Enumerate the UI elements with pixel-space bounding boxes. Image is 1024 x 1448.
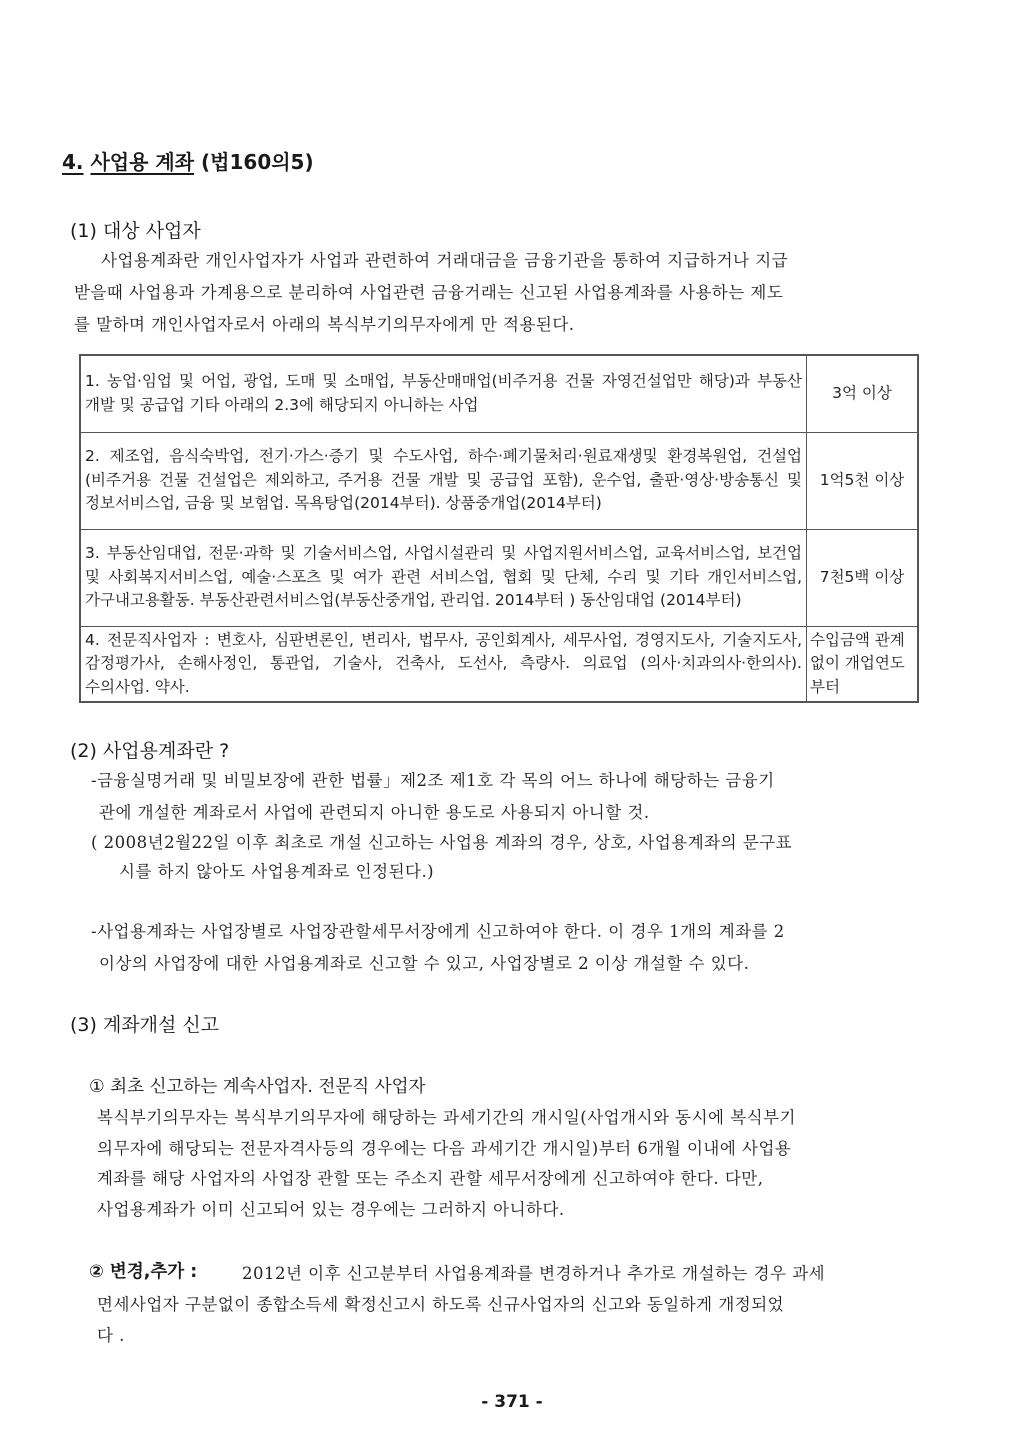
part3-item2-line: 면세사업자 구분없이 종합소득세 확정신고시 하도록 신규사업자의 신고와 동일하게 개정되었 bbox=[97, 1295, 785, 1314]
business-category-cell: 2. 제조업, 음식숙박업, 전기·가스·증기 및 수도사업, 하수·폐기물처리·원료재생및 환경복원업, 건설업(비주거용 건물 건설업은 제외하고, 주거용 건물 개발 및 공급업 포함), 운수업, 출판·영상·방송통신 및 정보서비스업, 금융 및 보험업. 목욕탕업(2014부터). 상품중개업(2014부터) bbox=[80, 432, 807, 529]
part2-heading: (2) 사업용계좌란 ? bbox=[70, 740, 230, 762]
part3-item2-line: 다 . bbox=[97, 1326, 125, 1345]
business-category-cell: 3. 부동산임대업, 전문·과학 및 기술서비스업, 사업시설관리 및 사업지원서비스업, 교육서비스업, 보건업 및 사회복지서비스업, 예술·스포츠 및 여가 관련 서비스업, 협회 및 단체, 수리 및 기타 개인서비스업, 가구내고용활동. 부동산관련서비스업(부동산중개업, 관리업. 2014부터 ) 동산임대업 (2014부터) bbox=[80, 529, 807, 626]
part2-line: 시를 하지 않아도 사업용계좌로 인정된다.) bbox=[119, 862, 435, 881]
part3-item1-line: 계좌를 해당 사업자의 사업장 관할 또는 주소지 관할 세무서장에게 신고하여야 한다. 다만, bbox=[97, 1169, 764, 1188]
part2-line: 관에 개설한 계좌로서 사업에 관련되지 아니한 용도로 사용되지 아니할 것. bbox=[99, 803, 650, 822]
part1-para-line: 받을때 사업용과 가계용으로 분리하여 사업관련 금융거래는 신고된 사업용계좌를 사용하는 제도 bbox=[74, 283, 784, 302]
law-reference: (법160의5) bbox=[201, 150, 314, 174]
part1-para-line: 사업용계좌란 개인사업자가 사업과 관련하여 거래대금을 금융기관을 통하여 지급하거나 지급 bbox=[101, 251, 789, 270]
part1-heading: (1) 대상 사업자 bbox=[70, 220, 201, 242]
section-number: 4. bbox=[62, 150, 84, 174]
business-category-cell: 4. 전문직사업자 : 변호사, 심판변론인, 변리사, 법무사, 공인회계사, 세무사업, 경영지도사, 기술지도사, 감정평가사, 손해사정인, 통관업, 기술사, 건축사, 도선사, 측량사. 의료업 (의사·치과의사·한의사). 수의사업. 약사. bbox=[80, 626, 807, 702]
part3-heading: (3) 계좌개설 신고 bbox=[70, 1014, 220, 1036]
part3-item1-line: 사업용계좌가 이미 신고되어 있는 경우에는 그러하지 아니하다. bbox=[97, 1200, 565, 1219]
section-title: 사업용 계좌 bbox=[90, 150, 195, 174]
table-row bbox=[80, 529, 918, 626]
table-row bbox=[80, 432, 918, 529]
part1-para-line: 를 말하며 개인사업자로서 아래의 복식부기의무자에게 만 적용된다. bbox=[74, 315, 575, 334]
business-threshold-table bbox=[79, 354, 919, 703]
business-category-cell: 1. 농업·임업 및 어업, 광업, 도매 및 소매업, 부동산매매업(비주거용 건물 자영건설업만 해당)과 부동산 개발 및 공급업 기타 아래의 2.3에 해당되지 아니하는 사업 bbox=[80, 355, 807, 432]
part3-item1-line: 복식부기의무자는 복식부기의무자에 해당하는 과세기간의 개시일(사업개시와 동시에 복식부기 bbox=[97, 1108, 796, 1127]
threshold-cell: 1억5천 이상 bbox=[807, 432, 919, 529]
table-row bbox=[80, 355, 918, 432]
part3-item1-title: ① 최초 신고하는 계속사업자. 전문직 사업자 bbox=[89, 1077, 426, 1097]
part2-line: -금융실명거래 및 비밀보장에 관한 법률」제2조 제1호 각 목의 어느 하나에 해당하는 금융기 bbox=[91, 771, 775, 790]
threshold-cell: 3억 이상 bbox=[807, 355, 919, 432]
section-heading bbox=[62, 146, 314, 175]
part2-line: ( 2008년2월22일 이후 최초로 개설 신고하는 사업용 계좌의 경우, 상호, 사업용계좌의 문구표 bbox=[91, 833, 793, 852]
part2-line: -사업용계좌는 사업장별로 사업장관할세무서장에게 신고하여야 한다. 이 경우 1개의 계좌를 2 bbox=[91, 922, 785, 941]
table-row bbox=[80, 626, 918, 702]
page-number: - 371 - bbox=[481, 1392, 543, 1412]
part2-line: 이상의 사업장에 대한 사업용계좌로 신고할 수 있고, 사업장별로 2 이상 개설할 수 있다. bbox=[99, 954, 750, 973]
part3-item2-label: ② 변경,추가 : bbox=[89, 1262, 198, 1282]
threshold-cell: 수입금액 관계없이 개업연도 부터 bbox=[807, 626, 919, 702]
threshold-cell: 7천5백 이상 bbox=[807, 529, 919, 626]
part3-item1-line: 의무자에 해당되는 전문자격사등의 경우에는 다음 과세기간 개시일)부터 6개월 이내에 사업용 bbox=[97, 1139, 792, 1158]
part3-item2-line: 2012년 이후 신고분부터 사업용계좌를 변경하거나 추가로 개설하는 경우 과세 bbox=[242, 1264, 826, 1283]
